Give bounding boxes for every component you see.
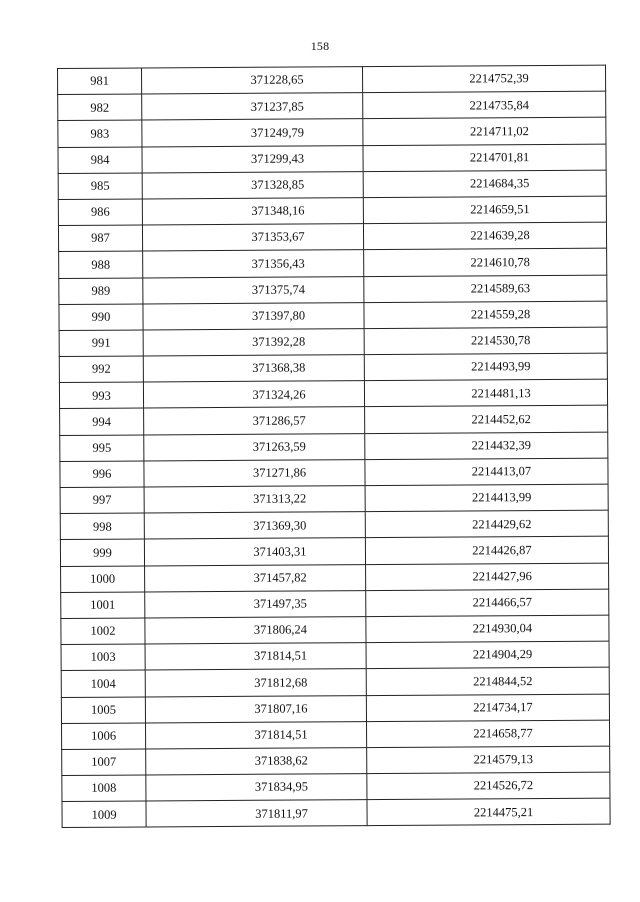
x-coordinate-cell: 371286,57 (144, 407, 365, 435)
y-coordinate-cell: 2214639,28 (363, 222, 606, 250)
point-number-cell: 981 (58, 68, 142, 95)
y-coordinate-cell: 2214427,96 (366, 563, 609, 591)
x-coordinate-cell: 371353,67 (142, 224, 363, 252)
point-number-cell: 1006 (62, 723, 146, 750)
y-coordinate-cell: 2214659,51 (363, 196, 606, 224)
x-coordinate-cell: 371348,16 (142, 198, 363, 226)
point-number-cell: 991 (59, 330, 143, 357)
x-coordinate-cell: 371397,80 (143, 302, 364, 330)
y-coordinate-cell: 2214530,78 (364, 327, 607, 355)
table-row (58, 91, 606, 121)
x-coordinate-cell: 371812,68 (145, 669, 366, 697)
x-coordinate-cell: 371328,85 (142, 171, 363, 199)
table-row (60, 458, 608, 488)
y-coordinate-cell: 2214413,07 (365, 458, 608, 486)
x-coordinate-cell: 371324,26 (143, 381, 364, 409)
table-row (59, 301, 607, 331)
table-row (61, 641, 609, 671)
y-coordinate-cell: 2214735,84 (363, 91, 606, 119)
table-body (58, 65, 611, 828)
point-number-cell: 986 (58, 199, 142, 226)
point-number-cell: 1004 (61, 670, 145, 697)
y-coordinate-cell: 2214684,35 (363, 170, 606, 198)
x-coordinate-cell: 371368,38 (143, 355, 364, 383)
y-coordinate-cell: 2214432,39 (365, 432, 608, 460)
table-row (60, 537, 608, 567)
x-coordinate-cell: 371299,43 (142, 145, 363, 173)
point-number-cell: 983 (58, 120, 142, 147)
x-coordinate-cell: 371403,31 (144, 538, 365, 566)
x-coordinate-cell: 371838,62 (146, 747, 367, 775)
table-row (60, 406, 608, 436)
table-row (62, 798, 610, 828)
page-number: 158 (310, 39, 330, 53)
x-coordinate-cell: 371814,51 (146, 721, 367, 749)
table-row (59, 275, 607, 305)
table-row (59, 248, 607, 278)
point-number-cell: 982 (58, 94, 142, 121)
table-row (60, 484, 608, 514)
point-number-cell: 996 (60, 461, 144, 488)
y-coordinate-cell: 2214589,63 (364, 275, 607, 303)
point-number-cell: 997 (60, 487, 144, 514)
point-number-cell: 998 (60, 513, 144, 540)
point-number-cell: 985 (58, 173, 142, 200)
y-coordinate-cell: 2214904,29 (366, 641, 609, 669)
x-coordinate-cell: 371497,35 (145, 590, 366, 618)
table-row (58, 196, 606, 226)
y-coordinate-cell: 2214658,77 (366, 720, 609, 748)
point-number-cell: 984 (58, 147, 142, 174)
y-coordinate-cell: 2214579,13 (367, 746, 610, 774)
x-coordinate-cell: 371807,16 (145, 695, 366, 723)
y-coordinate-cell: 2214610,78 (364, 248, 607, 276)
y-coordinate-cell: 2214526,72 (367, 772, 610, 800)
table-row (61, 667, 609, 697)
point-number-cell: 1005 (61, 696, 145, 723)
point-number-cell: 992 (59, 356, 143, 383)
table-row (58, 222, 606, 252)
table-row (61, 694, 609, 724)
x-coordinate-cell: 371811,97 (146, 800, 367, 828)
table-row (58, 65, 606, 95)
point-number-cell: 994 (60, 408, 144, 435)
coordinates-table (57, 65, 611, 829)
y-coordinate-cell: 2214752,39 (362, 65, 605, 93)
x-coordinate-cell: 371457,82 (145, 564, 366, 592)
x-coordinate-cell: 371313,22 (144, 486, 365, 514)
x-coordinate-cell: 371834,95 (146, 774, 367, 802)
x-coordinate-cell: 371375,74 (143, 276, 364, 304)
table-row (62, 720, 610, 750)
x-coordinate-cell: 371814,51 (145, 643, 366, 671)
point-number-cell: 987 (58, 225, 142, 252)
point-number-cell: 989 (59, 277, 143, 304)
y-coordinate-cell: 2214701,81 (363, 144, 606, 172)
point-number-cell: 1000 (61, 566, 145, 593)
y-coordinate-cell: 2214466,57 (366, 589, 609, 617)
table-row (62, 746, 610, 776)
x-coordinate-cell: 371271,86 (144, 459, 365, 487)
y-coordinate-cell: 2214734,17 (366, 694, 609, 722)
point-number-cell: 1002 (61, 618, 145, 645)
point-number-cell: 995 (60, 435, 144, 462)
point-number-cell: 1003 (61, 644, 145, 671)
x-coordinate-cell: 371392,28 (143, 329, 364, 357)
table-row (59, 353, 607, 383)
x-coordinate-cell: 371806,24 (145, 617, 366, 645)
y-coordinate-cell: 2214844,52 (366, 667, 609, 695)
table-row (61, 563, 609, 593)
y-coordinate-cell: 2214452,62 (365, 406, 608, 434)
x-coordinate-cell: 371356,43 (143, 250, 364, 278)
y-coordinate-cell: 2214711,02 (363, 118, 606, 146)
table-row (61, 589, 609, 619)
x-coordinate-cell: 371237,85 (142, 93, 363, 121)
y-coordinate-cell: 2214559,28 (364, 301, 607, 329)
y-coordinate-cell: 2214429,62 (365, 510, 608, 538)
table-row (61, 615, 609, 645)
point-number-cell: 990 (59, 304, 143, 331)
point-number-cell: 993 (59, 382, 143, 409)
table-row (58, 170, 606, 200)
point-number-cell: 1009 (62, 801, 146, 828)
point-number-cell: 1001 (61, 592, 145, 619)
y-coordinate-cell: 2214493,99 (364, 353, 607, 381)
table-row (59, 379, 607, 409)
x-coordinate-cell: 371249,79 (142, 119, 363, 147)
point-number-cell: 1008 (62, 775, 146, 802)
table-row (60, 510, 608, 540)
x-coordinate-cell: 371263,59 (144, 433, 365, 461)
x-coordinate-cell: 371228,65 (142, 67, 363, 95)
table-row (60, 432, 608, 462)
point-number-cell: 999 (60, 539, 144, 566)
y-coordinate-cell: 2214413,99 (365, 484, 608, 512)
table-row (59, 327, 607, 357)
table-row (62, 772, 610, 802)
point-number-cell: 1007 (62, 749, 146, 776)
x-coordinate-cell: 371369,30 (144, 512, 365, 540)
table-row (58, 118, 606, 148)
y-coordinate-cell: 2214481,13 (364, 379, 607, 407)
y-coordinate-cell: 2214426,87 (365, 537, 608, 565)
y-coordinate-cell: 2214930,04 (366, 615, 609, 643)
table-row (58, 144, 606, 174)
point-number-cell: 988 (59, 251, 143, 278)
y-coordinate-cell: 2214475,21 (367, 798, 610, 826)
